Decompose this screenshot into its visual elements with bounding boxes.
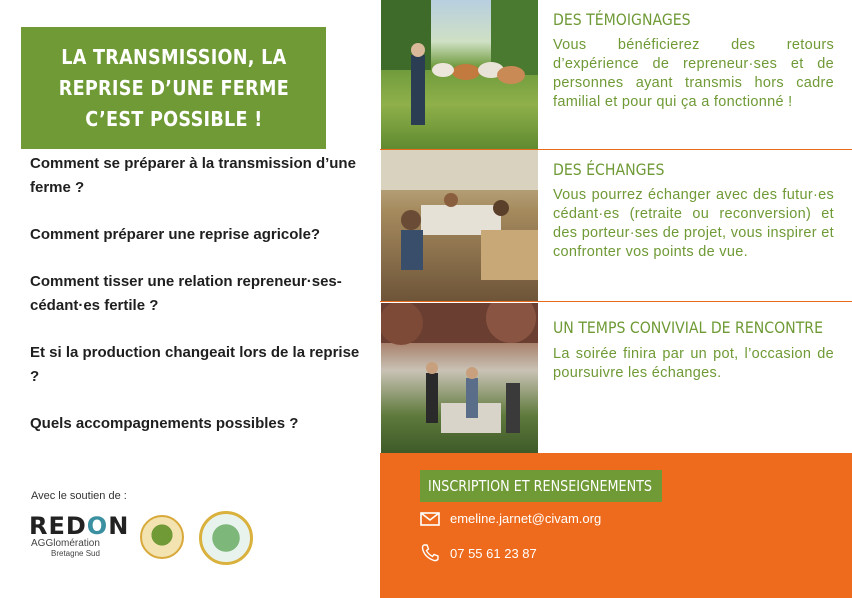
section-title-convivial: UN TEMPS CONVIVIAL DE RENCONTRE	[553, 318, 823, 337]
cows-photo	[381, 0, 538, 149]
partner-logo-agriculture	[199, 511, 253, 565]
registration-heading	[420, 470, 662, 502]
section-text-convivial: La soirée finira par un pot, l’occasion de poursuivre les échanges.	[553, 346, 834, 381]
question-item: Quels accompagnements possibles ?	[30, 415, 299, 432]
question-item: Et si la production changeait lors de la reprise ?	[30, 344, 360, 385]
left-panel	[0, 0, 380, 598]
contact-email[interactable]: emeline.jarnet@civam.org	[450, 511, 602, 526]
support-label: Avec le soutien de :	[31, 490, 127, 502]
section-title-exchanges: DES ÉCHANGES	[553, 160, 665, 179]
divider	[380, 301, 852, 302]
question-item: Comment tisser une relation repreneur·ses-cédant·es fertile ?	[30, 273, 342, 314]
envelope-icon	[420, 512, 450, 526]
page-title: LA TRANSMISSION, LA REPRISE D’UNE FERME C’EST POSSIBLE !	[58, 44, 289, 131]
contact-email-row[interactable]	[420, 511, 601, 526]
section-title-testimonials: DES TÉMOIGNAGES	[553, 10, 691, 29]
contact-phone[interactable]: 07 55 61 23 87	[450, 545, 537, 561]
section-text-exchanges: Vous pourrez échanger avec des futur·es cédant·es (retraite ou reconversion) et des porteur·ses de projet, vous inspirer et confronter vos points de vue.	[553, 187, 834, 260]
redon-agglomeration-logo: REDON AGGlomération Bretagne Sud	[29, 512, 130, 558]
question-item: Comment se préparer à la transmission d’une ferme ?	[30, 155, 356, 196]
question-item: Comment préparer une reprise agricole?	[30, 226, 321, 243]
title-banner	[21, 27, 326, 149]
partner-logo-tree	[140, 515, 184, 559]
questions-list	[30, 152, 370, 459]
section-text-testimonials: Vous bénéficierez des retours d’expérience de repreneur·ses et de personnes ayant transmis hors cadre familial et pour qui ça a fonctionné !	[553, 37, 834, 110]
gathering-photo	[381, 303, 538, 453]
registration-heading-label: INSCRIPTION ET RENSEIGNEMENTS	[428, 477, 652, 495]
phone-icon	[420, 543, 450, 563]
meeting-illustration	[381, 150, 538, 302]
cows-illustration	[381, 0, 538, 149]
gathering-illustration	[381, 303, 538, 453]
meeting-photo	[381, 150, 538, 302]
contact-phone-row[interactable]	[420, 543, 537, 563]
